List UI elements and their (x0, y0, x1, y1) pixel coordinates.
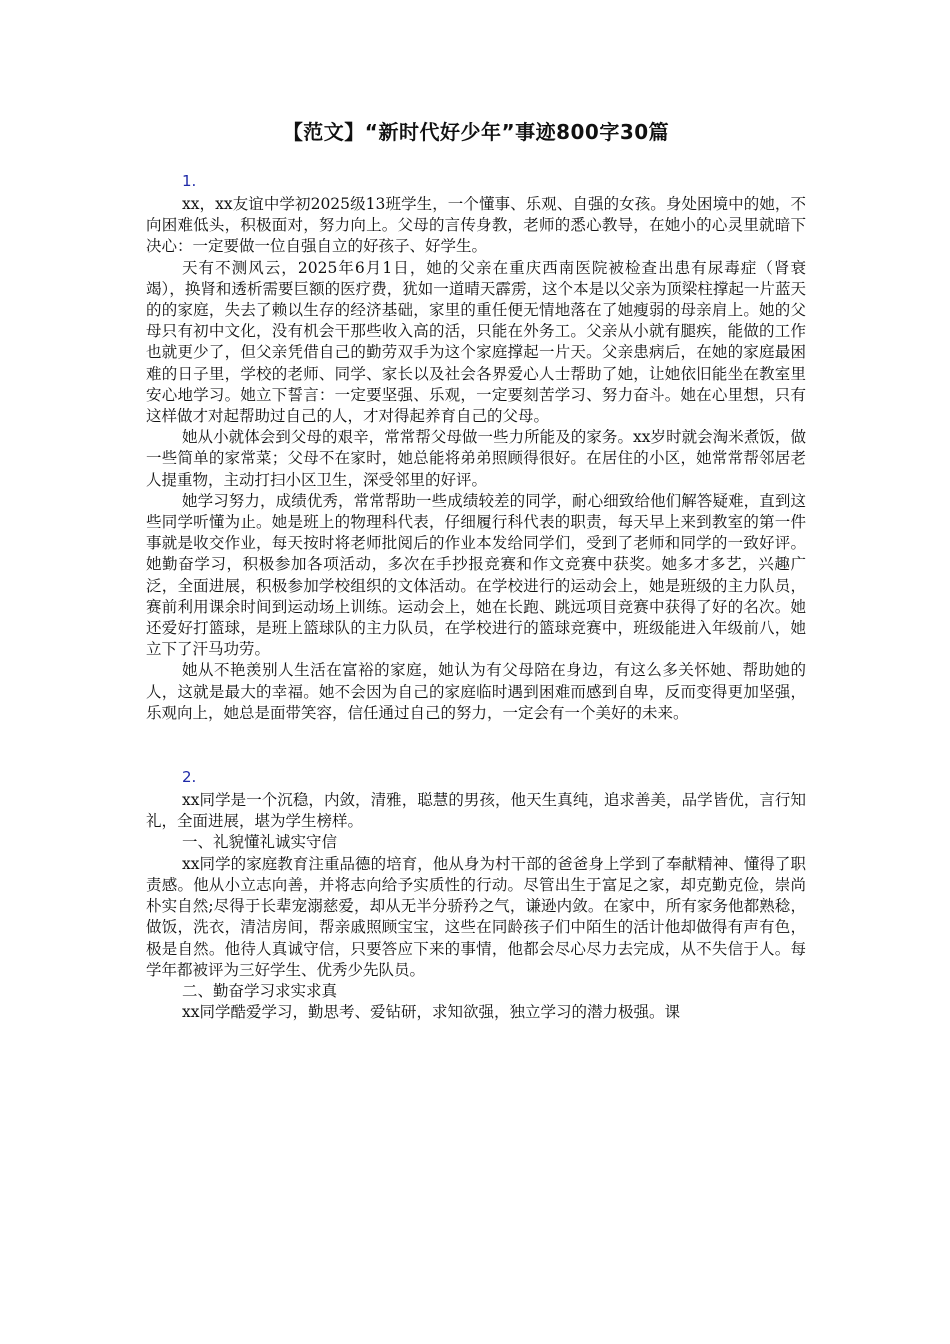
subheading: 二、勤奋学习求实求真 (182, 981, 338, 1000)
section-spacer (146, 724, 806, 766)
document-page (146, 118, 806, 1023)
paragraph: xx同学是一个沉稳，内敛，清雅，聪慧的男孩，他天生真纯，追求善美，品学皆优，言行知礼，全面进展，堪为学生榜样。 (146, 791, 806, 831)
paragraph: 她从小就体会到父母的艰辛，常常帮父母做一些力所能及的家务。xx岁时就会淘米煮饭，做一些简单的家常菜；父母不在家时，她总能将弟弟照顾得很好。在居住的小区，她常常帮邻居老人提重物，主动打扫小区卫生，深受邻里的好评。 (146, 428, 806, 489)
paragraph: 她学习努力，成绩优秀，常常帮助一些成绩较差的同学，耐心细致给他们解答疑难，直到这些同学听懂为止。她是班上的物理科代表，仔细履行科代表的职责，每天早上来到教室的第一件事就是收交作业，每天按时将老师批阅后的作业本发给同学们，受到了老师和同学的一致好评。她勤奋学习，积极参加各项活动，多次在手抄报竞赛和作文竞赛中获奖。她多才多艺，兴趣广泛，全面进展，积极参加学校组织的文体活动。在学校进行的运动会上，她是班级的主力队员，赛前利用课余时间到运动场上训练。运动会上，她在长跑、跳远项目竞赛中获得了好的名次。她还爱好打篮球，是班上篮球队的主力队员，在学校进行的篮球竞赛中，班级能进入年级前八，她立下了汗马功劳。 (146, 491, 806, 659)
essay-section-1 (146, 170, 806, 724)
paragraph: xx，xx友谊中学初2025级13班学生，一个懂事、乐观、自强的女孩。身处困境中的她，不向困难低头，积极面对，努力向上。父母的言传身教，老师的悉心教导，在她小的心灵里就暗下决心：一定要做一位自强自立的好孩子、好学生。 (146, 195, 806, 256)
document-title: 【范文】“新时代好少年”事迹800字30篇 (282, 120, 670, 144)
essay-section-2 (146, 766, 806, 1023)
paragraph: xx同学酷爱学习，勤思考、爱钻研，求知欲强，独立学习的潜力极强。课 (182, 1003, 680, 1022)
section-number: 2. (182, 768, 197, 787)
paragraph: 天有不测风云，2025年6月1日，她的父亲在重庆西南医院被检查出患有尿毒症（肾衰竭），换肾和透析需要巨额的医疗费，犹如一道晴天霹雳，这个本是以父亲为顶梁柱撑起一片蓝天的的家庭，失去了赖以生存的经济基础，家里的重任便无情地落在了她瘦弱的母亲肩上。她的父母只有初中文化，没有机会干那些收入高的活，只能在外务工。父亲从小就有腿疾，能做的工作也就更少了，但父亲凭借自己的勤劳双手为这个家庭撑起一片天。父亲患病后，在她的家庭最困难的日子里，学校的老师、同学、家长以及社会各界爱心人士帮助了她，让她依旧能坐在教室里安心地学习。她立下誓言：一定要坚强、乐观，一定要刻苦学习、努力奋斗。她在心里想，只有这样做才对起帮助过自己的人，才对得起养育自己的父母。 (146, 258, 806, 426)
paragraph: xx同学的家庭教育注重品德的培育，他从身为村干部的爸爸身上学到了奉献精神、懂得了职责感。他从小立志向善，并将志向给予实质性的行动。尽管出生于富足之家，却克勤克俭，崇尚朴实自然;尽得于长辈宠溺慈爱，却从无半分骄矜之气，谦逊内敛。在家中，所有家务他都熟稔，做饭，洗衣，清洁房间，帮亲戚照顾宝宝，这些在同龄孩子们中陌生的活计他却做得有声有色，极是自然。他待人真诚守信，只要答应下来的事情，他都会尽心尽力去完成，从不失信于人。每学年都被评为三好学生、优秀少先队员。 (146, 854, 806, 979)
subheading: 一、礼貌懂礼诚实守信 (182, 833, 338, 852)
paragraph: 她从不艳羡别人生活在富裕的家庭，她认为有父母陪在身边，有这么多关怀她、帮助她的人，这就是最大的幸福。她不会因为自己的家庭临时遇到困难而感到自卑，反而变得更加坚强，乐观向上，她总是面带笑容，信任通过自己的努力，一定会有一个美好的未来。 (146, 661, 806, 722)
section-number: 1. (182, 172, 197, 190)
